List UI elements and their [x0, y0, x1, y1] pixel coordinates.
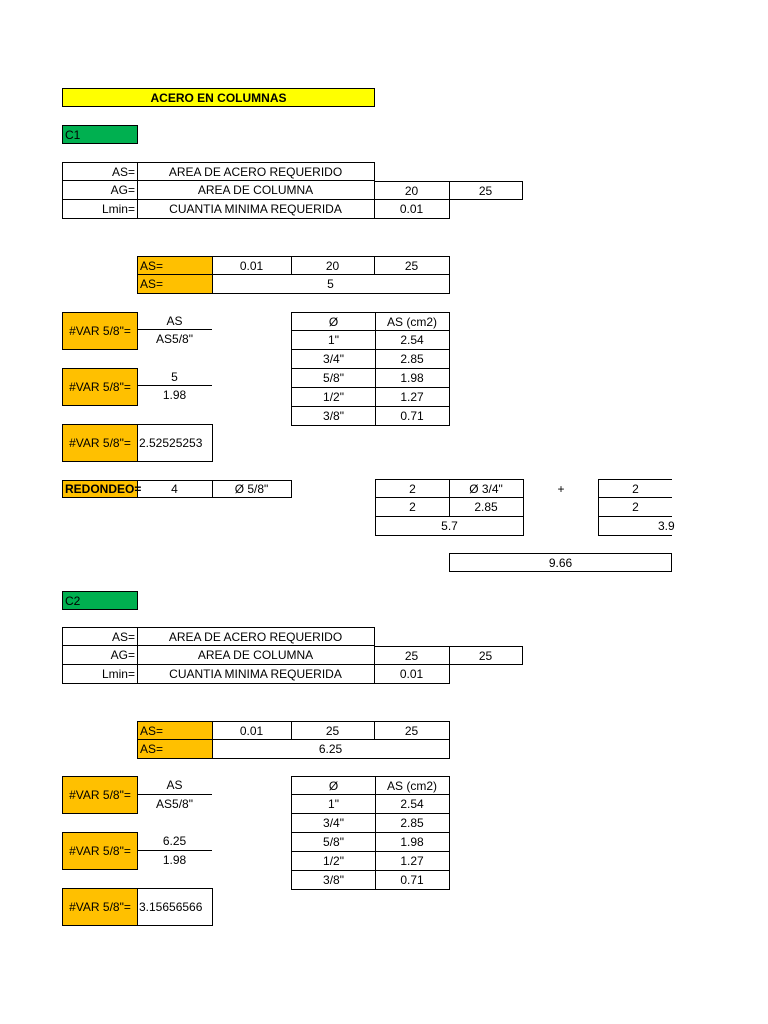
- var-label: #VAR 5/8"=: [62, 888, 138, 926]
- redondeo-count: 4: [137, 480, 213, 498]
- var-label: #VAR 5/8"=: [62, 832, 138, 870]
- lmin-description: CUANTIA MINIMA REQUERIDA: [137, 665, 375, 684]
- ag-key: AG=: [62, 646, 138, 665]
- plus-sign: +: [557, 481, 565, 496]
- ag-height-value: 25: [449, 181, 523, 200]
- ag-key: AG=: [62, 181, 138, 200]
- lmin-value: 0.01: [374, 200, 450, 219]
- table-cell-dia: 1/2": [291, 852, 376, 871]
- table-cell-dia: 1/2": [291, 388, 376, 407]
- table-cell-dia: 1": [291, 331, 376, 350]
- value-numerator: 5: [171, 369, 178, 384]
- combo-a-total: 5.7: [375, 517, 524, 536]
- var-label: #VAR 5/8"=: [62, 368, 138, 406]
- combo-b-count-2: 2: [598, 498, 672, 517]
- table-cell-dia: 3/4": [291, 350, 376, 369]
- value-denominator: 1.98: [162, 852, 187, 867]
- table-cell-as: 2.85: [375, 814, 450, 833]
- combo-b-total: 3.9: [658, 519, 675, 533]
- as-label: AS=: [137, 721, 213, 740]
- as-result-label: AS=: [137, 275, 213, 294]
- redondeo-diameter: Ø 5/8": [212, 480, 292, 498]
- ag-width-value: 20: [374, 181, 450, 200]
- b-value: 25: [291, 721, 375, 740]
- value-denominator: 1.98: [162, 387, 187, 402]
- combo-a-diameter: Ø 3/4": [449, 479, 524, 498]
- ag-description: AREA DE COLUMNA: [137, 181, 375, 200]
- table-cell-dia: 3/8": [291, 871, 376, 890]
- table-cell-dia: 5/8": [291, 833, 376, 852]
- section-label-c2: C2: [62, 591, 138, 610]
- as-description: AREA DE ACERO REQUERIDO: [137, 627, 375, 646]
- combo-a-area: 2.85: [449, 498, 524, 517]
- rho-value: 0.01: [212, 721, 292, 740]
- var-result: 2.52525253: [137, 424, 213, 462]
- lmin-key: Lmin=: [62, 665, 138, 684]
- formula-numerator: AS: [166, 777, 183, 792]
- combo-a-count: 2: [375, 479, 450, 498]
- redondeo-label: REDONDEO=: [62, 480, 138, 498]
- combo-b-total-cell: [598, 517, 675, 536]
- table-header-phi: Ø: [291, 776, 376, 795]
- b-value: 20: [291, 256, 375, 275]
- table-header-as: AS (cm2): [375, 776, 450, 795]
- table-cell-dia: 5/8": [291, 369, 376, 388]
- var-label: #VAR 5/8"=: [62, 776, 138, 814]
- formula-numerator: AS: [166, 313, 183, 328]
- as-result-value: 6.25: [212, 740, 450, 759]
- table-cell-as: 1.98: [375, 833, 450, 852]
- ag-width-value: 25: [374, 646, 450, 665]
- table-cell-dia: 3/4": [291, 814, 376, 833]
- var-label: #VAR 5/8"=: [62, 312, 138, 350]
- ag-height-value: 25: [449, 646, 523, 665]
- as-description: AREA DE ACERO REQUERIDO: [137, 162, 375, 181]
- as-result-value: 5: [212, 275, 450, 294]
- h-value: 25: [374, 256, 450, 275]
- table-cell-as: 2.54: [375, 795, 450, 814]
- lmin-description: CUANTIA MINIMA REQUERIDA: [137, 200, 375, 219]
- combo-b-count: 2: [598, 479, 672, 498]
- combo-a-count-2: 2: [375, 498, 450, 517]
- table-cell-dia: 1": [291, 795, 376, 814]
- h-value: 25: [374, 721, 450, 740]
- table-cell-as: 0.71: [375, 407, 450, 426]
- table-header-as: AS (cm2): [375, 312, 450, 331]
- var-result: 3.15656566: [137, 888, 213, 926]
- rho-value: 0.01: [212, 256, 292, 275]
- table-header-phi: Ø: [291, 312, 376, 331]
- table-cell-as: 1.27: [375, 852, 450, 871]
- value-numerator: 6.25: [162, 833, 187, 848]
- table-cell-as: 1.98: [375, 369, 450, 388]
- table-cell-dia: 3/8": [291, 407, 376, 426]
- table-cell-as: 2.85: [375, 350, 450, 369]
- lmin-value: 0.01: [374, 665, 450, 684]
- as-result-label: AS=: [137, 740, 213, 759]
- table-cell-as: 0.71: [375, 871, 450, 890]
- as-label: AS=: [137, 256, 213, 275]
- table-cell-as: 1.27: [375, 388, 450, 407]
- lmin-key: Lmin=: [62, 200, 138, 219]
- formula-denominator: AS5/8": [156, 331, 193, 346]
- formula-denominator: AS5/8": [156, 796, 193, 811]
- sheet-title: ACERO EN COLUMNAS: [62, 88, 375, 107]
- section-label-c1: C1: [62, 125, 138, 144]
- var-label: #VAR 5/8"=: [62, 424, 138, 462]
- ag-description: AREA DE COLUMNA: [137, 646, 375, 665]
- table-cell-as: 2.54: [375, 331, 450, 350]
- grand-total: 9.66: [449, 553, 672, 572]
- as-key: AS=: [62, 162, 138, 181]
- as-key: AS=: [62, 627, 138, 646]
